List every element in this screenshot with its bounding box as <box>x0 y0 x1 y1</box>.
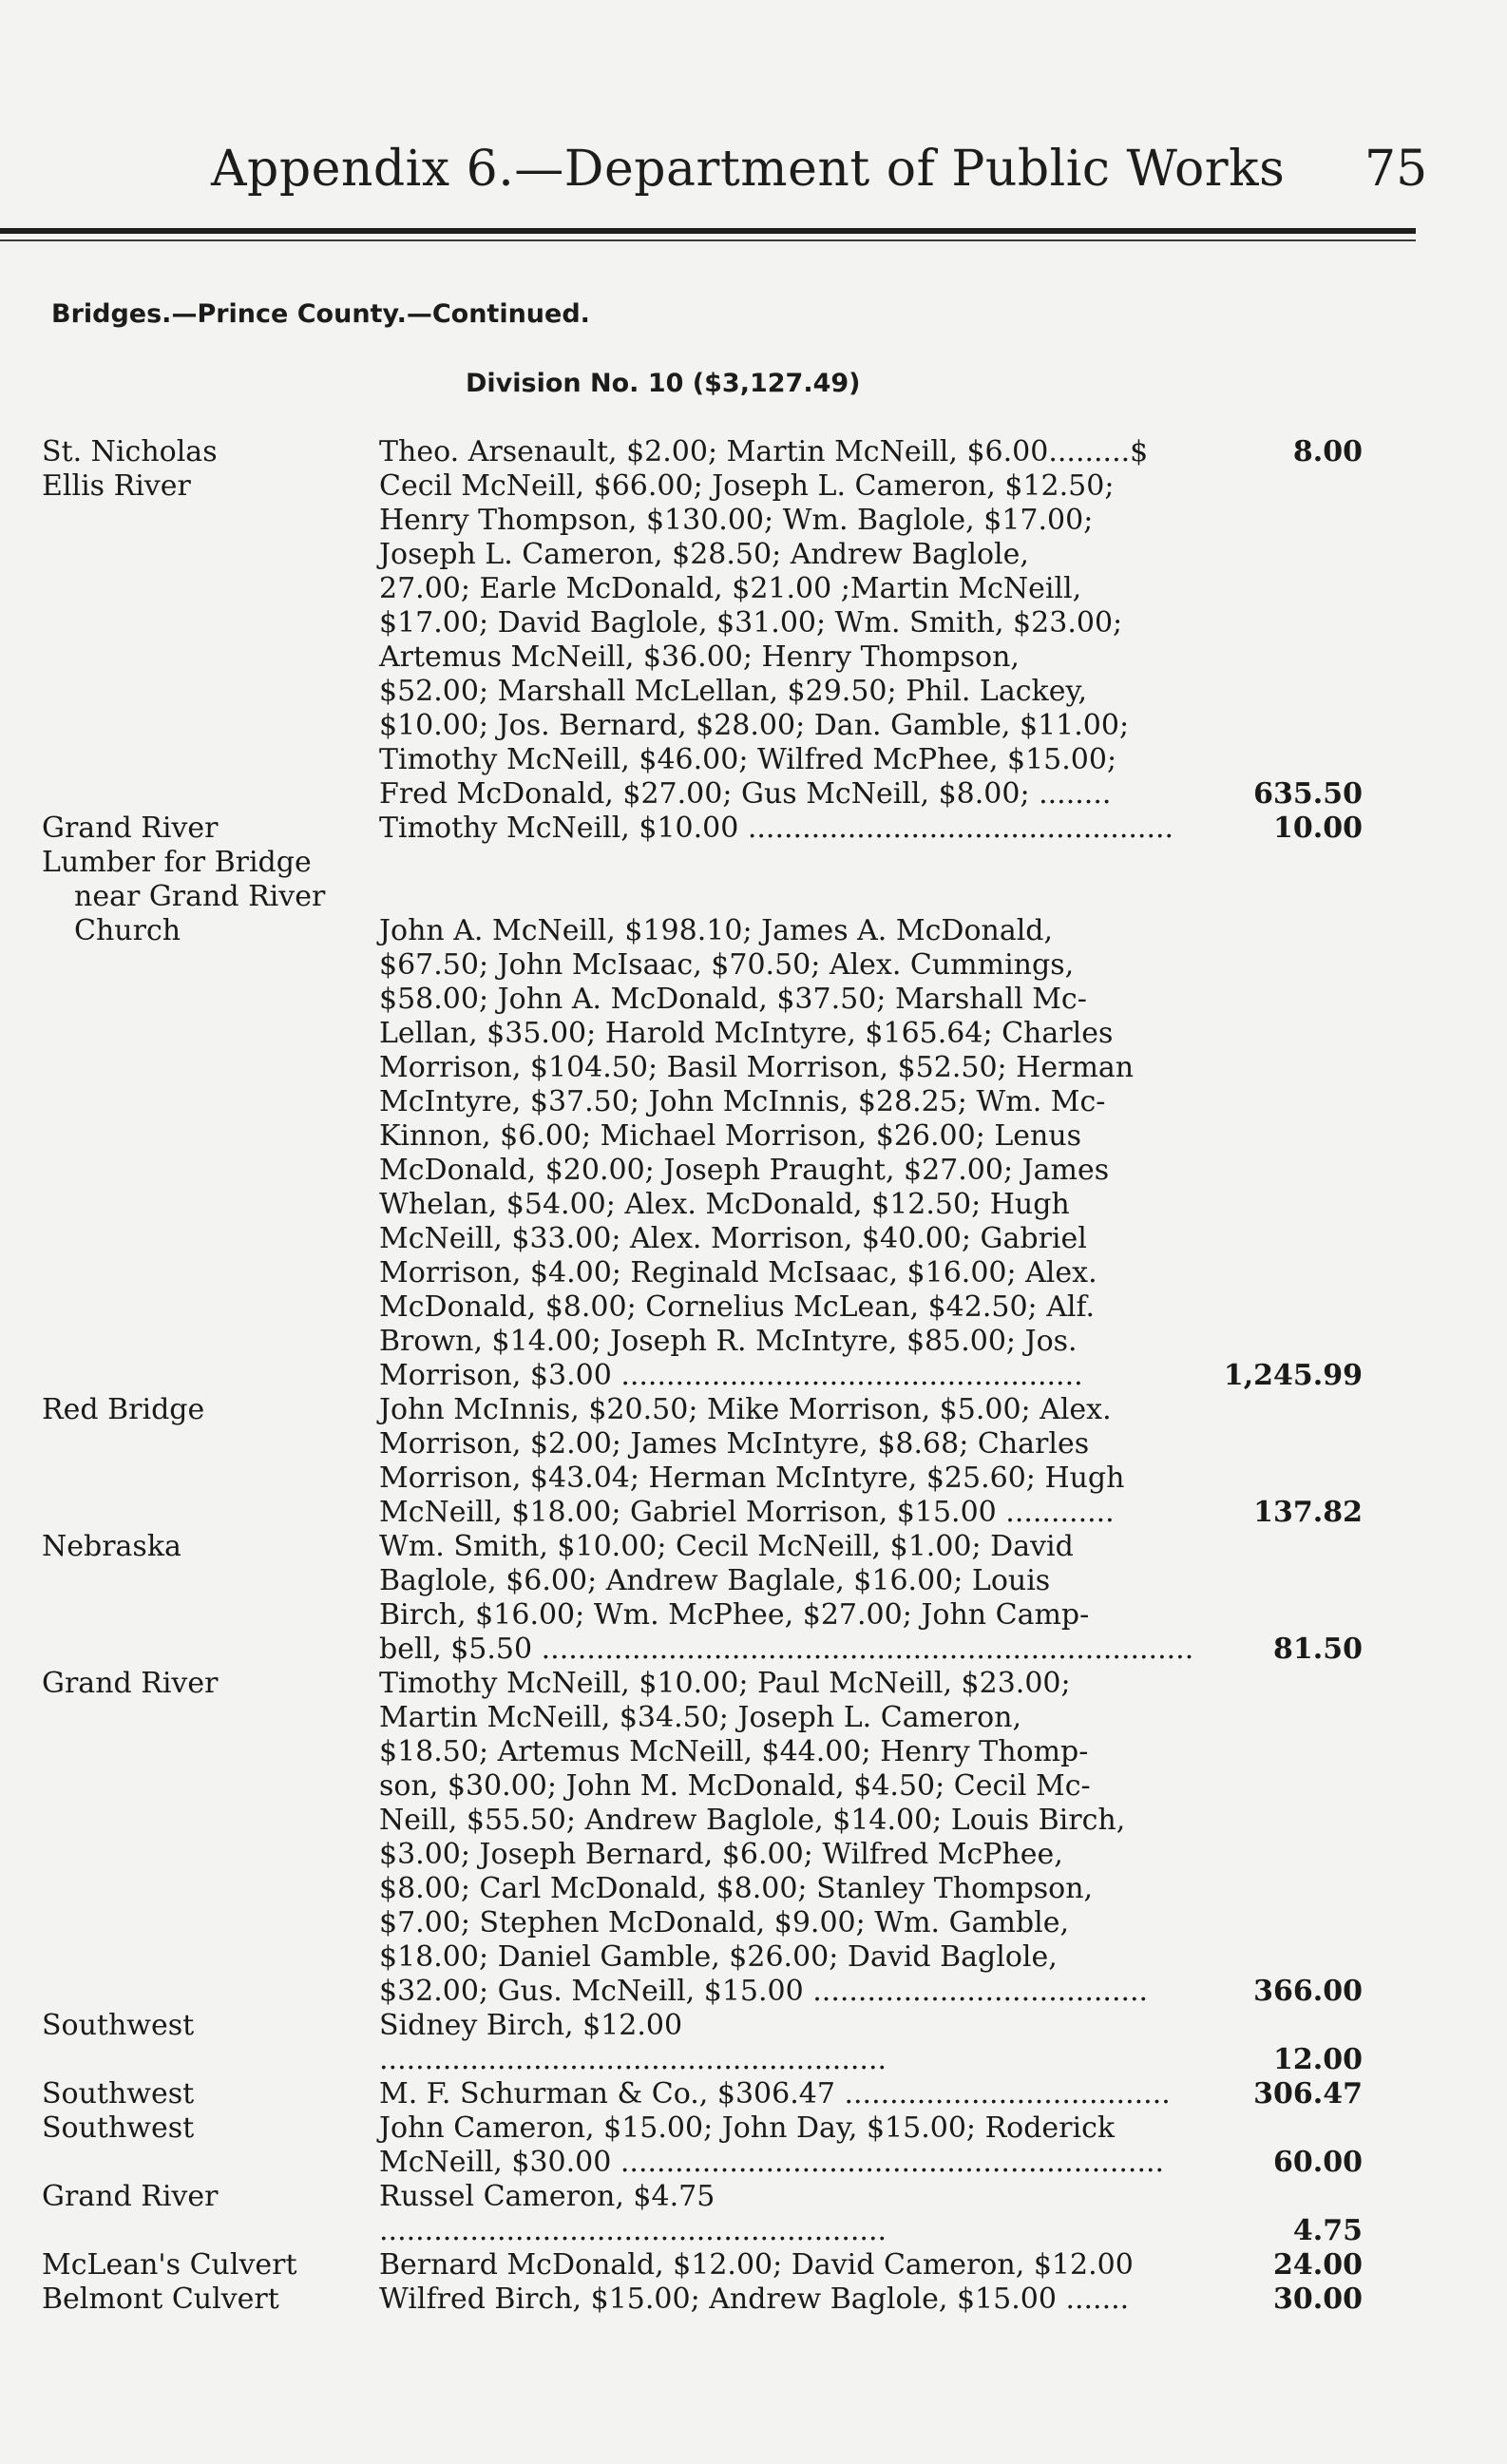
entry-place <box>42 1393 379 1530</box>
page-title: Appendix 6.—Department of Public Works <box>211 141 1286 198</box>
description-line: McNeill, $30.00 ............................................................ <box>379 2146 1165 2179</box>
description-line: $58.00; John A. McDonald, $37.50; Marshall Mc- <box>379 983 1087 1016</box>
entry-place <box>42 2111 379 2180</box>
entry-row <box>0 435 1507 469</box>
entry-description <box>379 1530 1206 1667</box>
description-line: Sidney Birch, $12.00 ........................................................ <box>379 2009 887 2076</box>
description-line: Morrison, $4.00; Reginald McIsaac, $16.00; Alex. <box>379 1256 1097 1289</box>
place-line: near Grand River <box>74 880 326 913</box>
entry-place <box>42 2180 379 2248</box>
description-line: John A. McNeill, $198.10; James A. McDonald, <box>379 914 1054 947</box>
description-line <box>379 846 1196 880</box>
entry-description <box>379 2283 1206 2317</box>
entry-row <box>0 2283 1507 2317</box>
entry-amount: 10.00 <box>1273 812 1363 845</box>
page-number: 75 <box>1364 141 1428 198</box>
entry-description <box>379 469 1206 812</box>
description-line: $32.00; Gus. McNeill, $15.00 ..................................... <box>379 1975 1149 2008</box>
place-line: Southwest <box>42 2111 195 2145</box>
description-line: Wm. Smith, $10.00; Cecil McNeill, $1.00; David <box>379 1530 1074 1563</box>
entry-amount: 1,245.99 <box>1223 1359 1363 1392</box>
entry-amount: 635.50 <box>1253 777 1363 811</box>
description-line: Cecil McNeill, $66.00; Joseph L. Cameron, $12.50; <box>379 469 1115 503</box>
entry-amount: 24.00 <box>1273 2248 1363 2282</box>
expenditure-list <box>0 435 1507 2317</box>
description-line: $10.00; Jos. Bernard, $28.00; Dan. Gamble, $11.00; <box>379 709 1130 742</box>
place-line: McLean's Culvert <box>42 2248 297 2282</box>
entry-amount: 306.47 <box>1253 2077 1363 2111</box>
entry-amount: 81.50 <box>1273 1633 1363 1666</box>
entry-amount: 8.00 <box>1292 435 1363 468</box>
place-line: Grand River <box>42 1667 219 1700</box>
description-line: Joseph L. Cameron, $28.50; Andrew Baglole, <box>379 538 1029 571</box>
entry-description <box>379 435 1206 469</box>
description-line: Morrison, $104.50; Basil Morrison, $52.50; Herman <box>379 1051 1135 1084</box>
description-line: Morrison, $2.00; James McIntyre, $8.68; Charles <box>379 1427 1090 1461</box>
header-rule-thin <box>0 239 1416 241</box>
entry-place <box>42 435 379 469</box>
header-rule-thick <box>0 228 1416 234</box>
description-line: Timothy McNeill, $10.00; Paul McNeill, $23.00; <box>379 1667 1071 1700</box>
description-line: Artemus McNeill, $36.00; Henry Thompson, <box>379 640 1020 674</box>
place-line: Southwest <box>42 2009 195 2042</box>
description-line: $18.50; Artemus McNeill, $44.00; Henry Thomp- <box>379 1735 1089 1768</box>
place-line: Belmont Culvert <box>42 2283 279 2316</box>
description-line: McIntyre, $37.50; John McInnis, $28.25; Wm. Mc- <box>379 1085 1106 1118</box>
entry-place <box>42 2077 379 2111</box>
entry-place <box>42 846 379 1393</box>
place-line: Nebraska <box>42 1530 181 1563</box>
description-line: Birch, $16.00; Wm. McPhee, $27.00; John Camp- <box>379 1598 1090 1632</box>
entry-row <box>0 1667 1507 2009</box>
entry-description <box>379 1667 1206 2009</box>
description-line: $8.00; Carl McDonald, $8.00; Stanley Thompson, <box>379 1872 1094 1905</box>
entry-place <box>42 1667 379 2009</box>
entry-row <box>0 2111 1507 2180</box>
entry-row <box>0 812 1507 846</box>
entry-row <box>0 846 1507 1393</box>
description-line: 27.00; Earle McDonald, $21.00 ;Martin McNeill, <box>379 572 1082 605</box>
entry-place <box>42 2248 379 2283</box>
description-line: son, $30.00; John M. McDonald, $4.50; Cecil Mc- <box>379 1769 1091 1803</box>
description-line: Whelan, $54.00; Alex. McDonald, $12.50; Hugh <box>379 1188 1070 1221</box>
description-line: McNeill, $33.00; Alex. Morrison, $40.00; Gabriel <box>379 1222 1087 1255</box>
description-line: Kinnon, $6.00; Michael Morrison, $26.00; Lenus <box>379 1119 1082 1153</box>
description-line: John Cameron, $15.00; John Day, $15.00; Roderick <box>379 2111 1116 2145</box>
description-line: M. F. Schurman & Co., $306.47 .................................... <box>379 2077 1171 2111</box>
description-line: $17.00; David Baglole, $31.00; Wm. Smith, $23.00; <box>379 606 1123 640</box>
description-line: $52.00; Marshall McLellan, $29.50; Phil. Lackey, <box>379 675 1087 708</box>
place-line: St. Nicholas <box>42 435 218 468</box>
description-line <box>379 880 1196 914</box>
entry-amount: 4.75 <box>1292 2214 1363 2247</box>
entry-amount: 12.00 <box>1273 2043 1363 2076</box>
description-line: John McInnis, $20.50; Mike Morrison, $5.00; Alex. <box>379 1393 1112 1426</box>
entry-description <box>379 2111 1206 2180</box>
entry-row <box>0 2077 1507 2111</box>
description-line: bell, $5.50 ........................................................................ <box>379 1633 1194 1666</box>
place-line: Grand River <box>42 2180 219 2213</box>
description-line: $18.00; Daniel Gamble, $26.00; David Baglole, <box>379 1940 1058 1974</box>
description-line: Timothy McNeill, $46.00; Wilfred McPhee, $15.00; <box>379 743 1117 776</box>
description-line: Baglole, $6.00; Andrew Baglale, $16.00; Louis <box>379 1564 1051 1597</box>
description-line: Bernard McDonald, $12.00; David Cameron, $12.00 <box>379 2248 1134 2282</box>
description-line: $7.00; Stephen McDonald, $9.00; Wm. Gamble, <box>379 1906 1070 1939</box>
entry-place <box>42 2283 379 2317</box>
division-title: Division No. 10 ($3,127.49) <box>466 369 861 398</box>
entry-place <box>42 1530 379 1667</box>
entry-amount: 366.00 <box>1253 1975 1363 2008</box>
entry-row <box>0 2009 1507 2077</box>
place-line: Church <box>74 914 181 947</box>
description-line: Brown, $14.00; Joseph R. McIntyre, $85.00; Jos. <box>379 1325 1078 1358</box>
entry-amount: 137.82 <box>1253 1496 1363 1529</box>
description-line: Wilfred Birch, $15.00; Andrew Baglole, $15.00 ....... <box>379 2283 1130 2316</box>
entry-description <box>379 812 1206 846</box>
entry-row <box>0 2248 1507 2283</box>
entry-row <box>0 1393 1507 1530</box>
entry-description <box>379 2077 1206 2111</box>
place-line: Red Bridge <box>42 1393 205 1426</box>
description-line: Henry Thompson, $130.00; Wm. Baglole, $17.00; <box>379 504 1094 537</box>
entry-amount: 30.00 <box>1273 2283 1363 2316</box>
description-line: Lellan, $35.00; Harold McIntyre, $165.64; Charles <box>379 1017 1114 1050</box>
entry-description <box>379 2248 1206 2283</box>
description-line: McDonald, $8.00; Cornelius McLean, $42.50; Alf. <box>379 1290 1096 1324</box>
place-line: Southwest <box>42 2077 195 2111</box>
description-line: McDonald, $20.00; Joseph Praught, $27.00; James <box>379 1154 1110 1187</box>
description-line: Timothy McNeill, $10.00 ............................................... <box>379 812 1174 845</box>
description-line: Fred McDonald, $27.00; Gus McNeill, $8.00; ........ <box>379 777 1112 811</box>
description-line: $3.00; Joseph Bernard, $6.00; Wilfred McPhee, <box>379 1838 1063 1871</box>
entry-place <box>42 469 379 812</box>
entry-row <box>0 2180 1507 2248</box>
description-line: Morrison, $3.00 ................................................... <box>379 1359 1083 1392</box>
description-line: $67.50; John McIsaac, $70.50; Alex. Cummings, <box>379 948 1075 982</box>
place-line: Lumber for Bridge <box>42 846 312 879</box>
description-line: Russel Cameron, $4.75 ........................................................ <box>379 2180 887 2247</box>
place-line: Ellis River <box>42 469 191 503</box>
entry-place <box>42 2009 379 2077</box>
description-line: Martin McNeill, $34.50; Joseph L. Cameron, <box>379 1701 1022 1734</box>
entry-description <box>379 846 1206 1393</box>
entry-row <box>0 1530 1507 1667</box>
description-line: Morrison, $43.04; Herman McIntyre, $25.60; Hugh <box>379 1461 1125 1495</box>
entry-row <box>0 469 1507 812</box>
description-line: Theo. Arsenault, $2.00; Martin McNeill, $6.00.........$ <box>379 435 1149 468</box>
description-line: McNeill, $18.00; Gabriel Morrison, $15.00 ............ <box>379 1496 1115 1529</box>
section-title: Bridges.—Prince County.—Continued. <box>51 299 590 329</box>
entry-description <box>379 2180 1206 2248</box>
entry-place <box>42 812 379 846</box>
entry-description <box>379 2009 1206 2077</box>
entry-amount: 60.00 <box>1273 2146 1363 2179</box>
place-line: Grand River <box>42 812 219 845</box>
entry-description <box>379 1393 1206 1530</box>
description-line: Neill, $55.50; Andrew Baglole, $14.00; Louis Birch, <box>379 1804 1126 1837</box>
